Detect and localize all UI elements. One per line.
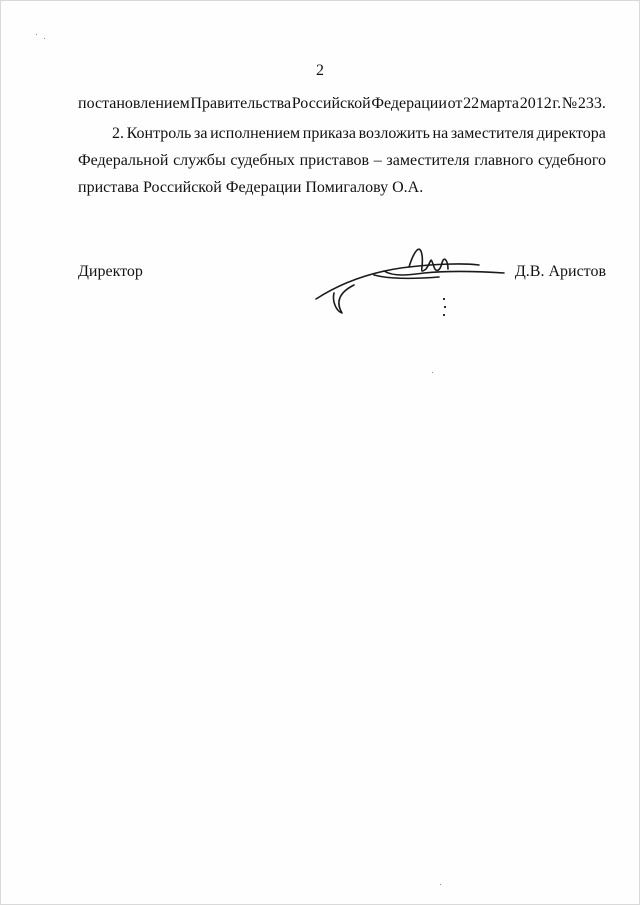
page-number: 2 <box>316 62 324 79</box>
word: приставов <box>299 152 370 169</box>
word: г. <box>552 95 562 112</box>
word: 2012 <box>519 95 552 112</box>
word: на <box>432 125 449 142</box>
word: Федеральной <box>78 152 169 169</box>
word: Правительства <box>190 95 292 112</box>
text-line-3 <box>78 151 606 171</box>
word: 2. <box>112 125 124 142</box>
word: Контроль <box>126 125 192 142</box>
word: судебного <box>537 152 606 169</box>
word: приказа <box>302 125 356 142</box>
handwritten-signature <box>314 241 524 321</box>
signatory-role: Директор <box>78 263 143 280</box>
word: исполнением <box>210 125 301 142</box>
word: от <box>447 95 463 112</box>
scan-speck <box>440 884 441 885</box>
word: директора <box>536 125 606 142</box>
word: службы <box>173 152 226 169</box>
word: Российской <box>291 95 371 112</box>
word: заместителя <box>450 125 534 142</box>
word: 233. <box>577 95 606 112</box>
word: Федерации <box>371 95 447 112</box>
word: главного <box>474 152 534 169</box>
word: № <box>561 95 578 112</box>
text-line-1 <box>78 94 606 114</box>
word: возложить <box>358 125 430 142</box>
text-line-2 <box>112 124 606 144</box>
text-line-4 <box>78 178 606 198</box>
word: 22 <box>463 95 480 112</box>
word: постановлением <box>78 95 190 112</box>
scan-speck <box>432 372 433 373</box>
word: пристава Российской Федерации Помигалову О.А. <box>78 179 424 196</box>
signatory-name: Д.В. Аристов <box>514 263 606 280</box>
word: за <box>194 125 208 142</box>
word: заместителя <box>386 152 470 169</box>
word: – <box>373 152 382 169</box>
word: марта <box>479 95 520 112</box>
signature-block <box>78 261 606 321</box>
scan-speck <box>36 34 37 35</box>
word: судебных <box>230 152 295 169</box>
scan-speck <box>44 38 45 39</box>
